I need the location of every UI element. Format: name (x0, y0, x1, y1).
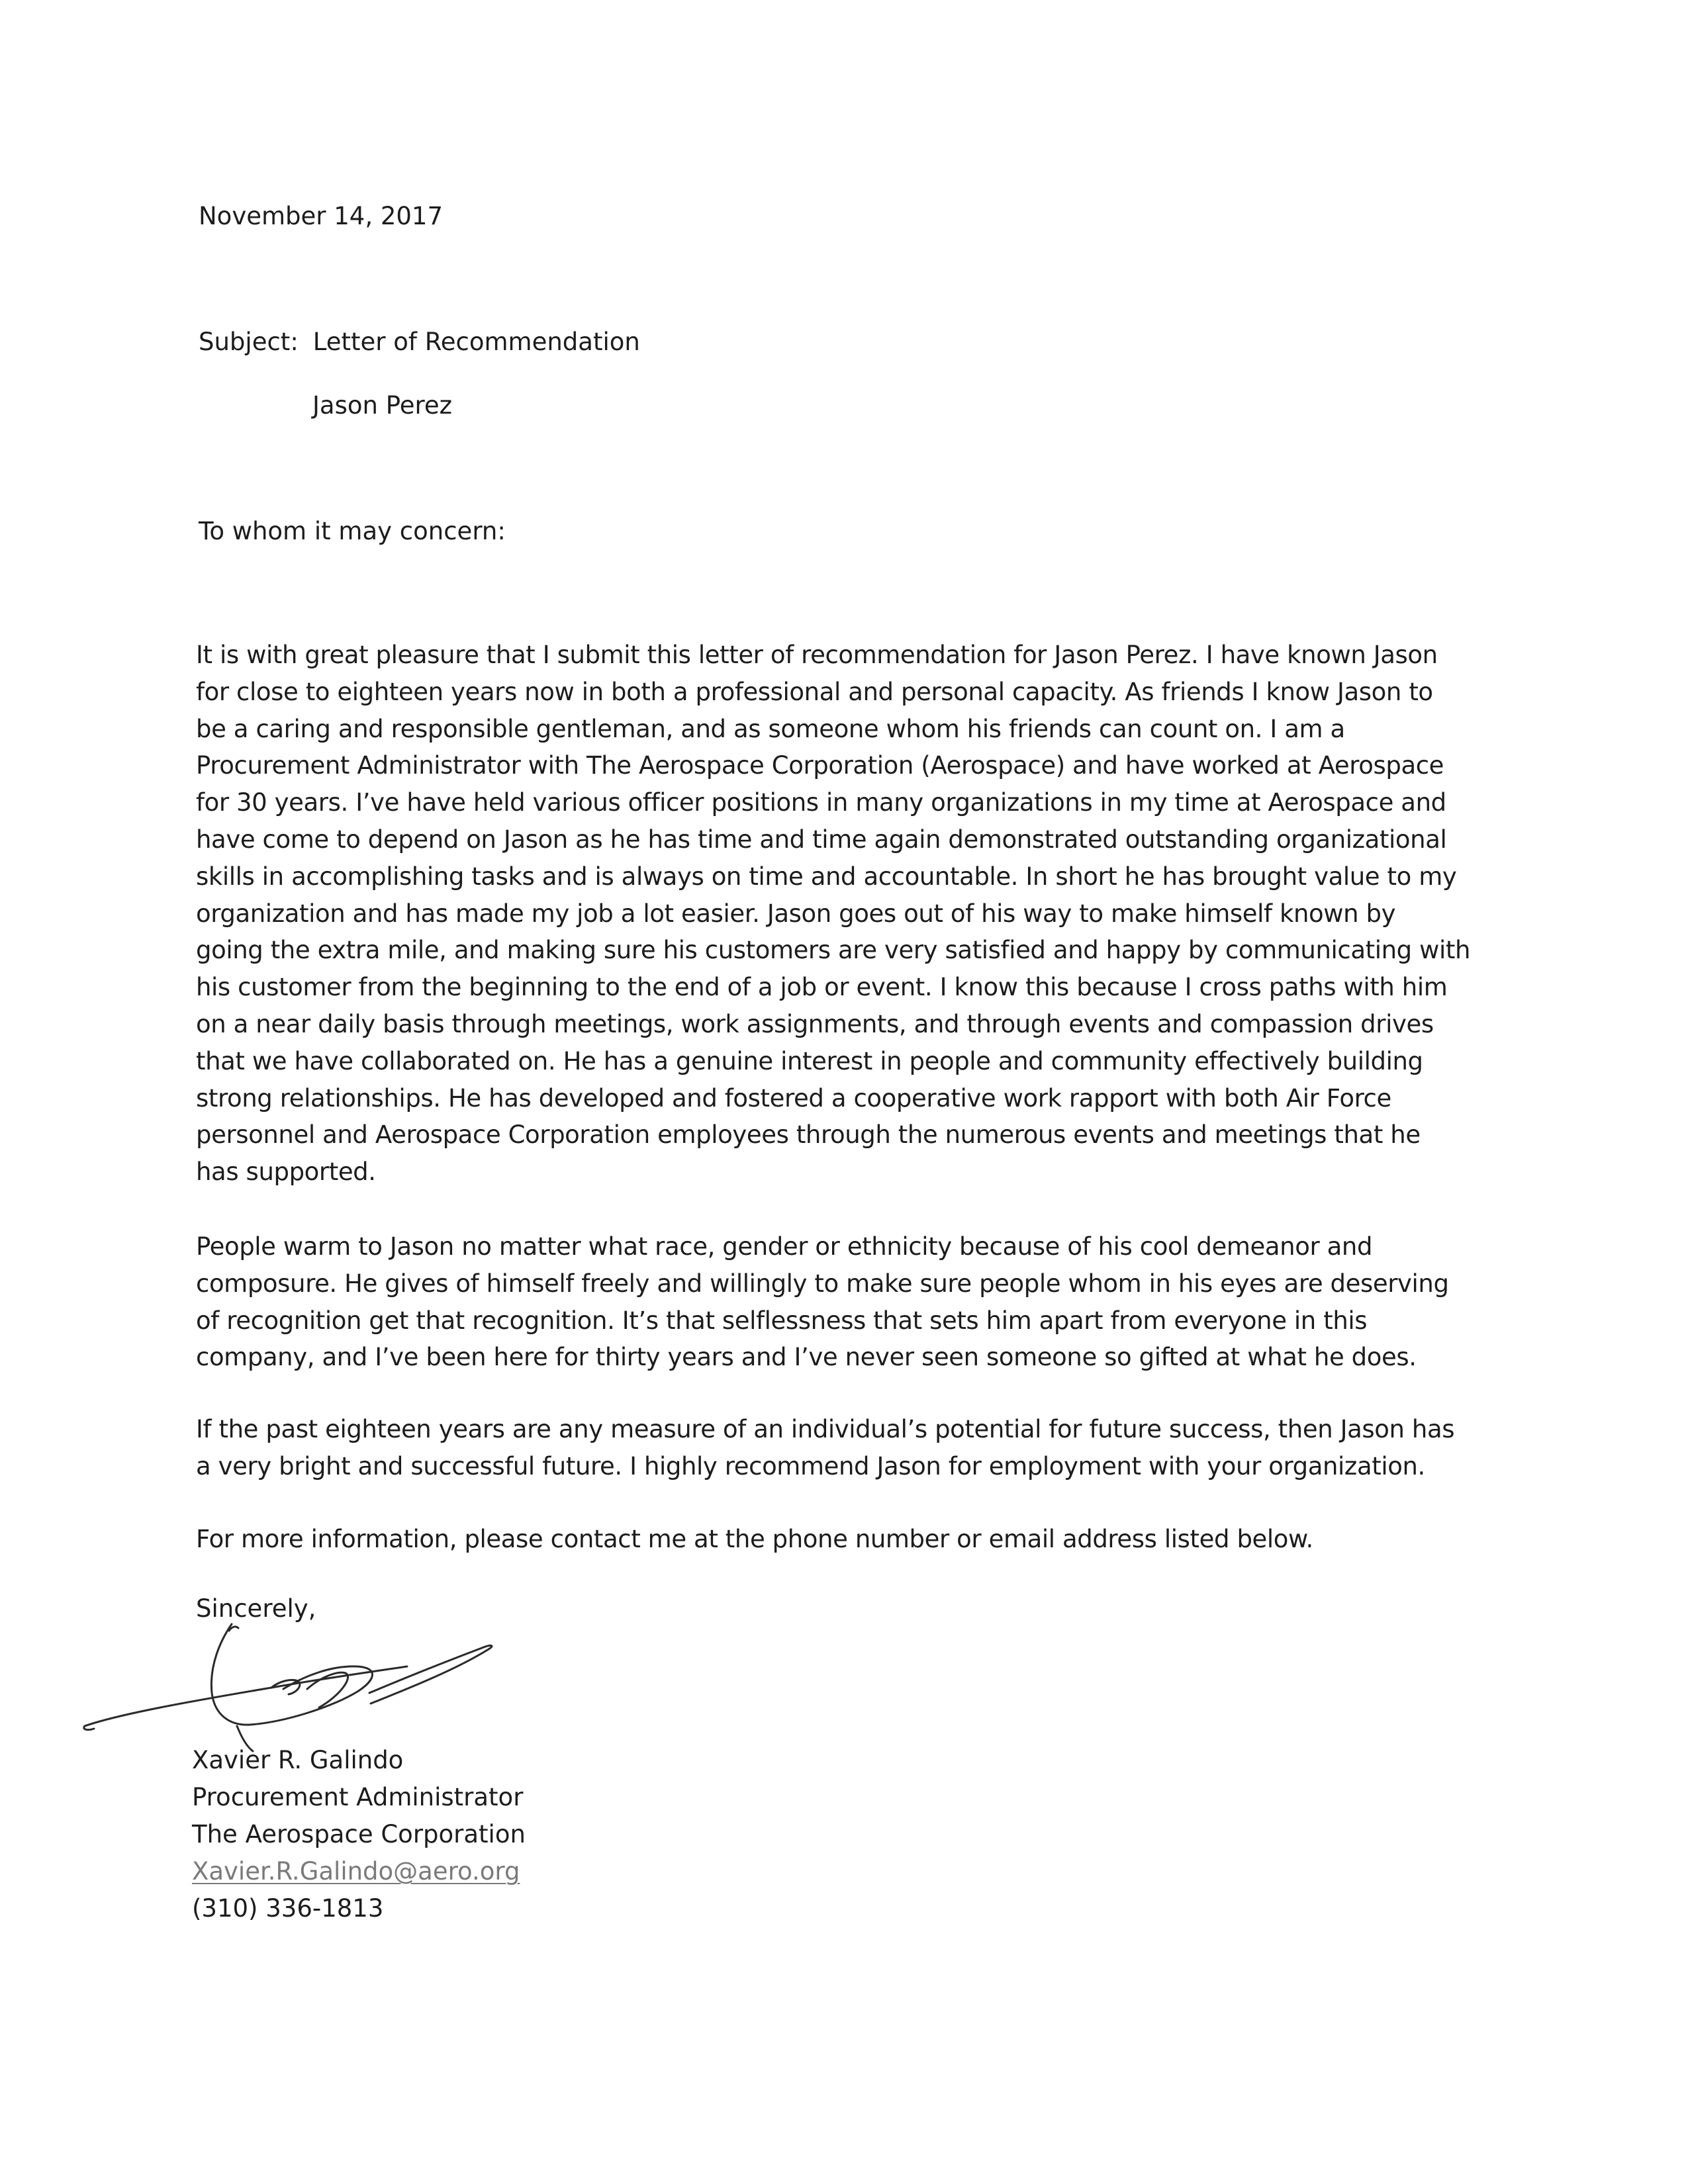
subject-name: Jason Perez (312, 391, 453, 420)
paragraph-line: on a near daily basis through meetings, work assignments, and through events and compassion drives (196, 1009, 1434, 1038)
subject-label: Subject: (199, 328, 299, 356)
paragraph-line: Procurement Administrator with The Aerospace Corporation (Aerospace) and have worked at Aerospace (196, 751, 1444, 780)
closing: Sincerely, (196, 1594, 316, 1623)
signer-company: The Aerospace Corporation (192, 1820, 526, 1848)
paragraph-line: People warm to Jason no matter what race, gender or ethnicity because of his cool demeanor and (196, 1232, 1373, 1261)
body-paragraph-2 (196, 1228, 1493, 1376)
paragraph-line: composure. He gives of himself freely and willingly to make sure people whom in his eyes are deserving (196, 1269, 1449, 1298)
paragraph-line: For more information, please contact me at the phone number or email address listed below. (196, 1525, 1313, 1553)
subject-text: Letter of Recommendation (312, 328, 640, 356)
body-paragraph-4 (196, 1521, 1493, 1558)
subject-line (199, 326, 640, 359)
signature-block (192, 1742, 526, 1927)
signer-name: Xavier R. Galindo (192, 1746, 404, 1774)
paragraph-line: strong relationships. He has developed and fostered a cooperative work rapport with both Air Force (196, 1083, 1391, 1113)
paragraph-line: be a caring and responsible gentleman, and as someone whom his friends can count on. I am a (196, 714, 1345, 743)
paragraph-line: going the extra mile, and making sure his customers are very satisfied and happy by communicating with (196, 936, 1470, 965)
paragraph-line: that we have collaborated on. He has a genuine interest in people and community effectively building (196, 1046, 1423, 1075)
paragraph-line: skills in accomplishing tasks and is always on time and accountable. In short he has brought value to my (196, 862, 1457, 891)
paragraph-line: have come to depend on Jason as he has time and time again demonstrated outstanding organizational (196, 825, 1447, 854)
signer-phone: (310) 336-1813 (192, 1894, 384, 1923)
paragraph-line: of recognition get that recognition. It’s that selflessness that sets him apart from everyone in this (196, 1306, 1368, 1335)
salutation: To whom it may concern: (199, 517, 506, 545)
paragraph-line: for close to eighteen years now in both a professional and personal capacity. As friends I know Jason to (196, 677, 1433, 706)
body-paragraph-1 (196, 637, 1493, 1191)
paragraph-line: a very bright and successful future. I highly recommend Jason for employment with your organization. (196, 1451, 1425, 1480)
letter-date: November 14, 2017 (199, 202, 444, 230)
paragraph-line: his customer from the beginning to the end of a job or event. I know this because I cross paths with him (196, 973, 1448, 1002)
paragraph-line: company, and I’ve been here for thirty years and I’ve never seen someone so gifted at what he does. (196, 1343, 1417, 1372)
body-paragraph-3 (196, 1411, 1493, 1485)
paragraph-line: It is with great pleasure that I submit this letter of recommendation for Jason Perez. I have known Jason (196, 641, 1438, 669)
paragraph-line: If the past eighteen years are any measure of an individual’s potential for future success, then Jason has (196, 1415, 1455, 1443)
paragraph-line: organization and has made my job a lot easier. Jason goes out of his way to make himself known by (196, 899, 1396, 928)
paragraph-line: has supported. (196, 1158, 376, 1187)
signer-title: Procurement Administrator (192, 1783, 524, 1811)
signer-email-link[interactable]: Xavier.R.Galindo@aero.org (192, 1857, 520, 1886)
paragraph-line: for 30 years. I’ve have held various officer positions in many organizations in my time at Aerospace and (196, 788, 1446, 817)
paragraph-line: personnel and Aerospace Corporation employees through the numerous events and meetings that he (196, 1120, 1421, 1150)
